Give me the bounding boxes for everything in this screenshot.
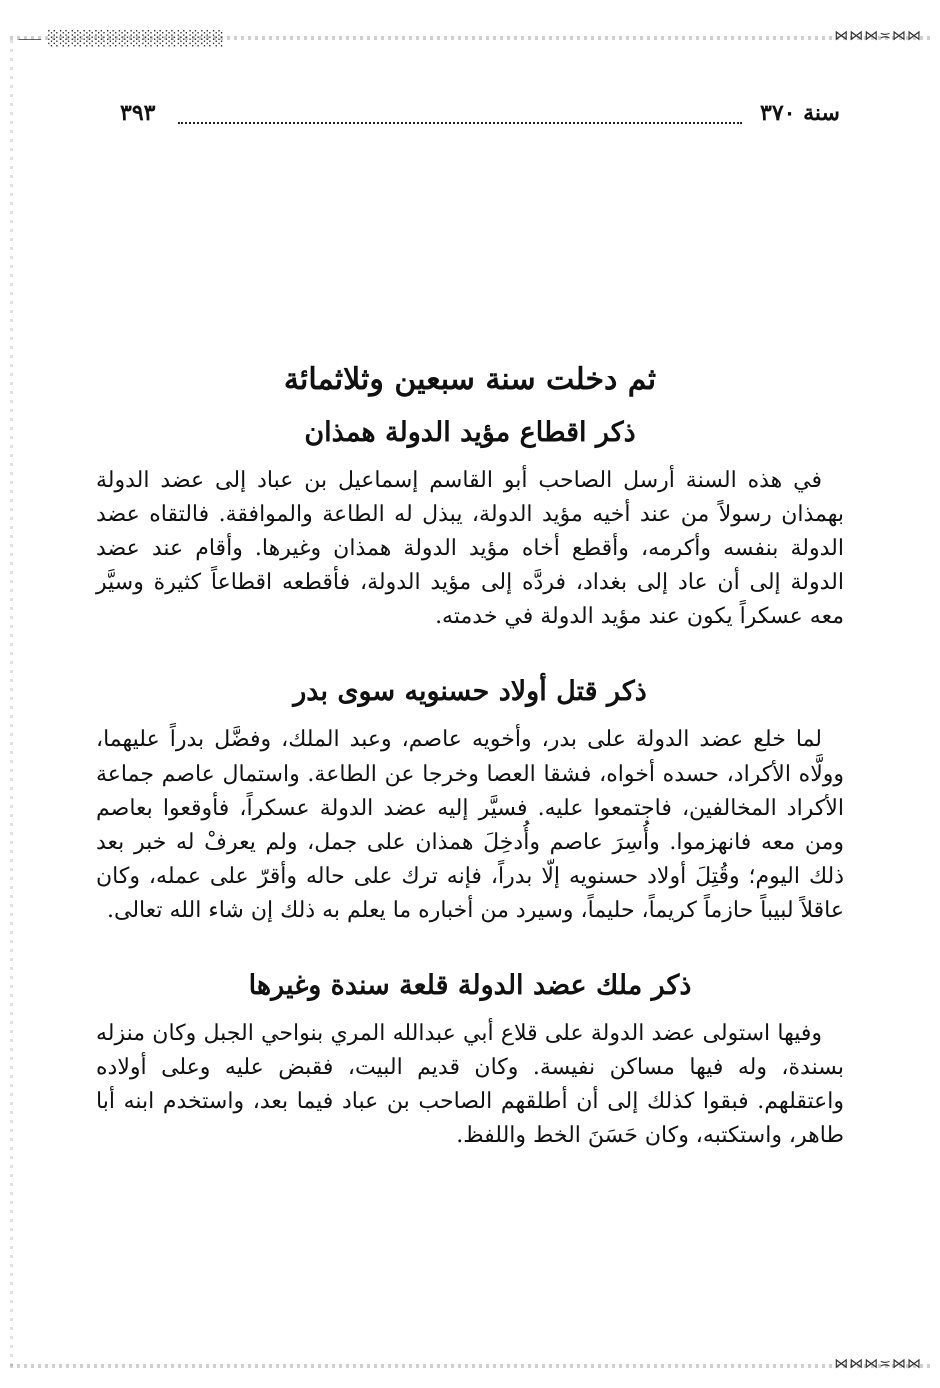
bottom-right-ornament: ⋈⋈⋈≍⋈⋈ bbox=[834, 1356, 922, 1372]
scan-border-bottom bbox=[10, 1364, 932, 1368]
page-header bbox=[120, 100, 840, 134]
section-paragraph: وفيها استولى عضد الدولة على قلاع أبي عبدالله المري بنواحي الجبل وكان منزله بسندة، وله فيها مساكن نفيسة. وكان قديم البيت، فقبض عليه وعلى أولاده واعتقلهم. فبقوا كذلك إلى أن أطلقهم الصاحب بن عباد فيما بعد، واستخدم ابنه أبا طاهر، واستكتبه، وكان حَسَنَ الخط واللفظ. bbox=[96, 1021, 844, 1149]
section-title: ذكر ملك عضد الدولة قلعة سندة وغيرها bbox=[248, 970, 692, 1002]
section-paragraph: لما خلع عضد الدولة على بدر، وأخويه عاصم، وعبد الملك، وفضَّل بدراً عليهما، وولَّاه الأكراد، حسده أخواه، فشقا العصا وخرجا عن الطاعة. واستمال عاصم جماعة الأكراد المخالفين، فاجتمعوا عليه. فسيَّر إليه عضد الدولة عسكراً، فأوقعوا بعاصم ومن معه فانهزموا. وأُسِرَ عاصم وأُدخِلَ همذان على جمل، ولم يعرفْ له خبر بعد ذلك اليوم؛ وقُتِلَ أولاد حسنويه إلّا بدراً، فإنه ترك على حاله وأقرّ على عمله، وكان عاقلاً لبيباً حازماً كريماً، حليماً، وسيرد من أخباره ما يعلم به ذلك إن شاء الله تعالى. bbox=[96, 727, 844, 923]
page-number: ٣٩٣ bbox=[120, 100, 156, 126]
scan-border-left bbox=[10, 40, 13, 1368]
year-heading: ثم دخلت سنة سبعين وثلاثمائة bbox=[283, 362, 657, 397]
section-title: ذكر اقطاع مؤيد الدولة همذان bbox=[304, 417, 636, 448]
section-3 bbox=[96, 970, 844, 1153]
section-2 bbox=[96, 676, 844, 928]
section-paragraph: في هذه السنة أرسل الصاحب أبو القاسم إسماعيل بن عباد إلى عضد الدولة بهمذان رسولاً من عند أخيه مؤيد الدولة، يبذل له الطاعة والموافقة. فالتقاه عضد الدولة بنفسه وأكرمه، وأقطع أخاه مؤيد الدولة همذان وغيرها. وأقام عند عضد الدولة إلى أن عاد إلى بغداد، فردَّه إلى مؤيد الدولة، فأقطعه اقطاعاً كثيرة وسيَّر معه عسكراً يكون عند مؤيد الدولة في خدمته. bbox=[96, 468, 844, 630]
section-1 bbox=[96, 417, 844, 634]
header-dot-leader bbox=[178, 122, 742, 124]
top-right-ornament: ⋈⋈⋈≍⋈⋈ bbox=[834, 28, 922, 44]
running-title: سنة ٣٧٠ bbox=[760, 100, 840, 126]
top-left-ornament: ⸺ ░░░░░░░░░░░░░░░ bbox=[18, 31, 225, 47]
section-title: ذكر قتل أولاد حسنويه سوى بدر bbox=[293, 676, 647, 708]
main-content bbox=[96, 362, 844, 1153]
